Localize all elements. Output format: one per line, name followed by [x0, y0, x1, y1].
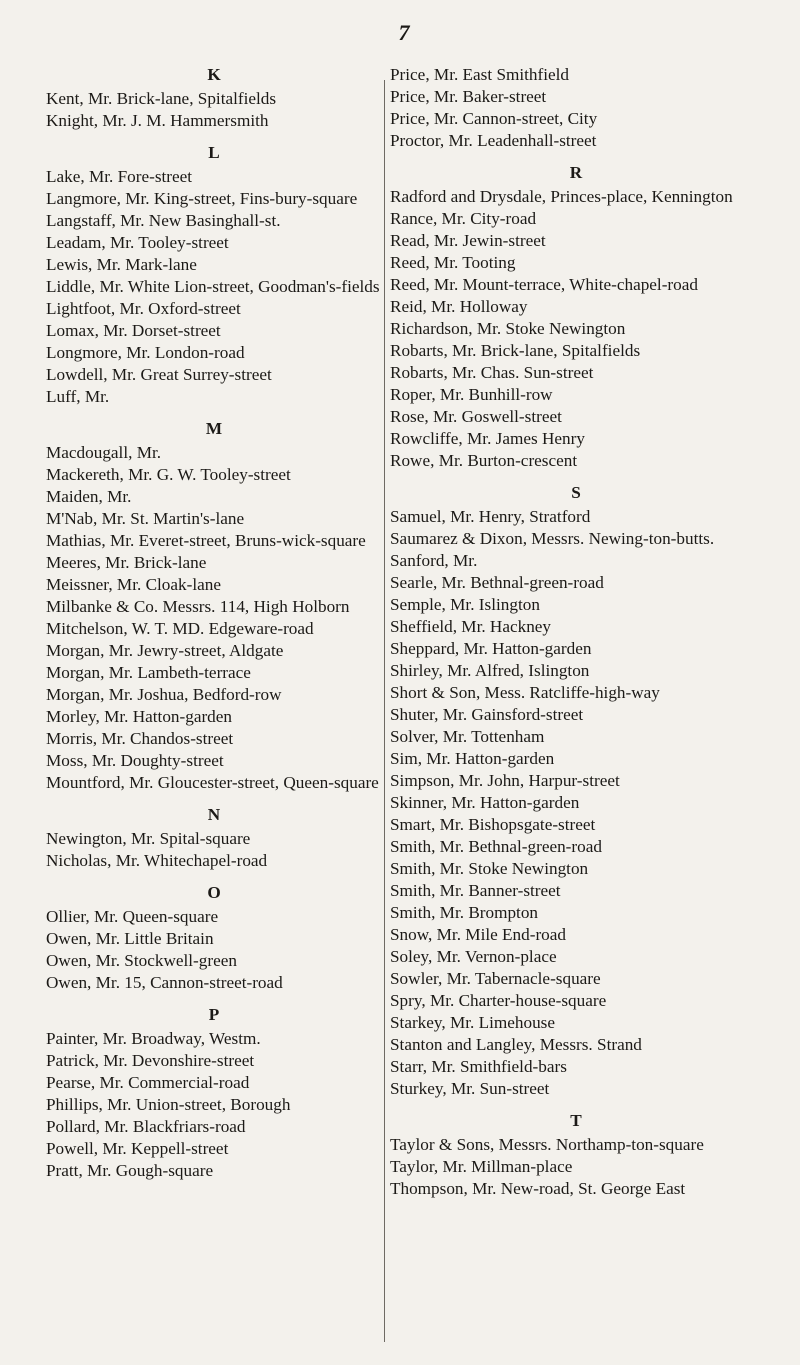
letter-group [390, 64, 762, 152]
directory-entry: Taylor & Sons, Messrs. Northamp-ton-square [390, 1135, 704, 1154]
directory-entry: Knight, Mr. J. M. Hammersmith [46, 111, 269, 130]
directory-entry: Reid, Mr. Holloway [390, 297, 528, 316]
directory-entry: Painter, Mr. Broadway, Westm. [46, 1029, 261, 1048]
letter-group [390, 1110, 762, 1200]
directory-entry: Mackereth, Mr. G. W. Tooley-street [46, 465, 291, 484]
directory-entry: Liddle, Mr. White Lion-street, Goodman's-fields [46, 277, 380, 296]
directory-entry: Owen, Mr. Stockwell-green [46, 951, 237, 970]
right-column [390, 64, 762, 1200]
directory-entry: Reed, Mr. Tooting [390, 253, 516, 272]
directory-entry: Morris, Mr. Chandos-street [46, 729, 234, 748]
letter-group [46, 418, 382, 794]
directory-entry: Shirley, Mr. Alfred, Islington [390, 661, 590, 680]
directory-entry: Starr, Mr. Smithfield-bars [390, 1057, 567, 1076]
directory-entry: Lake, Mr. Fore-street [46, 167, 193, 186]
directory-entry: Owen, Mr. 15, Cannon-street-road [46, 973, 283, 992]
letter-group [46, 64, 382, 132]
section-letter: K [207, 65, 221, 84]
directory-entry: Rose, Mr. Goswell-street [390, 407, 562, 426]
directory-entry: Smith, Mr. Stoke Newington [390, 859, 589, 878]
letter-group [46, 1004, 382, 1182]
page-number: 7 [398, 20, 410, 45]
directory-entry: Robarts, Mr. Chas. Sun-street [390, 363, 594, 382]
directory-entry: Stanton and Langley, Messrs. Strand [390, 1035, 642, 1054]
directory-entry: Lewis, Mr. Mark-lane [46, 255, 197, 274]
directory-entry: Newington, Mr. Spital-square [46, 829, 251, 848]
directory-entry: Smart, Mr. Bishopsgate-street [390, 815, 596, 834]
section-letter: L [208, 143, 220, 162]
letter-group [46, 804, 382, 872]
directory-entry: Owen, Mr. Little Britain [46, 929, 214, 948]
directory-entry: Rowcliffe, Mr. James Henry [390, 429, 585, 448]
directory-entry: Pollard, Mr. Blackfriars-road [46, 1117, 246, 1136]
letter-group [46, 142, 382, 408]
directory-entry: Shuter, Mr. Gainsford-street [390, 705, 584, 724]
directory-entry: Pearse, Mr. Commercial-road [46, 1073, 250, 1092]
directory-entry: Meeres, Mr. Brick-lane [46, 553, 207, 572]
directory-entry: Sim, Mr. Hatton-garden [390, 749, 555, 768]
directory-entry: Powell, Mr. Keppell-street [46, 1139, 229, 1158]
letter-group [390, 162, 762, 472]
directory-entry: Meissner, Mr. Cloak-lane [46, 575, 221, 594]
directory-entry: Searle, Mr. Bethnal-green-road [390, 573, 604, 592]
directory-entry: Morgan, Mr. Jewry-street, Aldgate [46, 641, 284, 660]
column-divider [384, 80, 385, 1342]
directory-entry: Sturkey, Mr. Sun-street [390, 1079, 550, 1098]
directory-entry: Mountford, Mr. Gloucester-street, Queen-square [46, 773, 379, 792]
directory-entry: Rowe, Mr. Burton-crescent [390, 451, 578, 470]
directory-entry: Lomax, Mr. Dorset-street [46, 321, 221, 340]
directory-entry: Richardson, Mr. Stoke Newington [390, 319, 626, 338]
directory-entry: Luff, Mr. [46, 387, 110, 406]
directory-entry: Price, Mr. East Smithfield [390, 65, 570, 84]
directory-entry: Proctor, Mr. Leadenhall-street [390, 131, 597, 150]
directory-entry: Samuel, Mr. Henry, Stratford [390, 507, 591, 526]
section-letter: T [570, 1111, 582, 1130]
directory-entry: Sowler, Mr. Tabernacle-square [390, 969, 601, 988]
directory-entry: Starkey, Mr. Limehouse [390, 1013, 556, 1032]
directory-entry: Smith, Mr. Banner-street [390, 881, 561, 900]
directory-entry: Patrick, Mr. Devonshire-street [46, 1051, 255, 1070]
section-letter: R [569, 163, 583, 182]
directory-entry: Robarts, Mr. Brick-lane, Spitalfields [390, 341, 641, 360]
directory-entry: Mitchelson, W. T. MD. Edgeware-road [46, 619, 314, 638]
directory-entry: Nicholas, Mr. Whitechapel-road [46, 851, 268, 870]
directory-entry: Simpson, Mr. John, Harpur-street [390, 771, 620, 790]
directory-entry: Maiden, Mr. [46, 487, 132, 506]
directory-entry: Leadam, Mr. Tooley-street [46, 233, 229, 252]
section-letter: O [207, 883, 221, 902]
directory-entry: Rance, Mr. City-road [390, 209, 537, 228]
directory-entry: Pratt, Mr. Gough-square [46, 1161, 214, 1180]
directory-entry: Longmore, Mr. London-road [46, 343, 245, 362]
directory-entry: Lightfoot, Mr. Oxford-street [46, 299, 241, 318]
directory-entry: Smith, Mr. Brompton [390, 903, 539, 922]
directory-entry: Lowdell, Mr. Great Surrey-street [46, 365, 272, 384]
section-letter: M [205, 419, 223, 438]
directory-entry: Price, Mr. Cannon-street, City [390, 109, 598, 128]
directory-entry: Saumarez & Dixon, Messrs. Newing-ton-butts. [390, 529, 715, 548]
directory-entry: Sanford, Mr. [390, 551, 478, 570]
directory-entry: Ollier, Mr. Queen-square [46, 907, 219, 926]
directory-entry: Moss, Mr. Doughty-street [46, 751, 224, 770]
directory-entry: Read, Mr. Jewin-street [390, 231, 546, 250]
directory-entry: Sheffield, Mr. Hackney [390, 617, 552, 636]
directory-entry: Phillips, Mr. Union-street, Borough [46, 1095, 291, 1114]
directory-entry: Radford and Drysdale, Princes-place, Kennington [390, 187, 733, 206]
directory-entry: Taylor, Mr. Millman-place [390, 1157, 573, 1176]
directory-entry: Kent, Mr. Brick-lane, Spitalfields [46, 89, 277, 108]
directory-entry: Short & Son, Mess. Ratcliffe-high-way [390, 683, 660, 702]
directory-entry: Langmore, Mr. King-street, Fins-bury-square [46, 189, 358, 208]
letter-group [390, 482, 762, 1100]
directory-entry: Soley, Mr. Vernon-place [390, 947, 557, 966]
directory-entry: Milbanke & Co. Messrs. 114, High Holborn [46, 597, 350, 616]
directory-entry: Price, Mr. Baker-street [390, 87, 547, 106]
directory-entry: Macdougall, Mr. [46, 443, 162, 462]
directory-entry: Skinner, Mr. Hatton-garden [390, 793, 580, 812]
directory-entry: Mathias, Mr. Everet-street, Bruns-wick-square [46, 531, 366, 550]
directory-entry: Morgan, Mr. Lambeth-terrace [46, 663, 251, 682]
section-letter: N [207, 805, 221, 824]
directory-entry: Smith, Mr. Bethnal-green-road [390, 837, 602, 856]
directory-entry: Langstaff, Mr. New Basinghall-st. [46, 211, 281, 230]
directory-entry: Solver, Mr. Tottenham [390, 727, 545, 746]
left-column [46, 64, 382, 1182]
directory-entry: Snow, Mr. Mile End-road [390, 925, 566, 944]
directory-entry: Semple, Mr. Islington [390, 595, 540, 614]
section-letter: S [571, 483, 581, 502]
directory-entry: Thompson, Mr. New-road, St. George East [390, 1179, 686, 1198]
directory-entry: Spry, Mr. Charter-house-square [390, 991, 607, 1010]
letter-group [46, 882, 382, 994]
directory-entry: Morley, Mr. Hatton-garden [46, 707, 232, 726]
section-letter: P [208, 1005, 220, 1024]
directory-entry: Sheppard, Mr. Hatton-garden [390, 639, 592, 658]
directory-entry: Roper, Mr. Bunhill-row [390, 385, 553, 404]
directory-entry: Reed, Mr. Mount-terrace, White-chapel-road [390, 275, 698, 294]
directory-entry: Morgan, Mr. Joshua, Bedford-row [46, 685, 282, 704]
directory-entry: M'Nab, Mr. St. Martin's-lane [46, 509, 245, 528]
